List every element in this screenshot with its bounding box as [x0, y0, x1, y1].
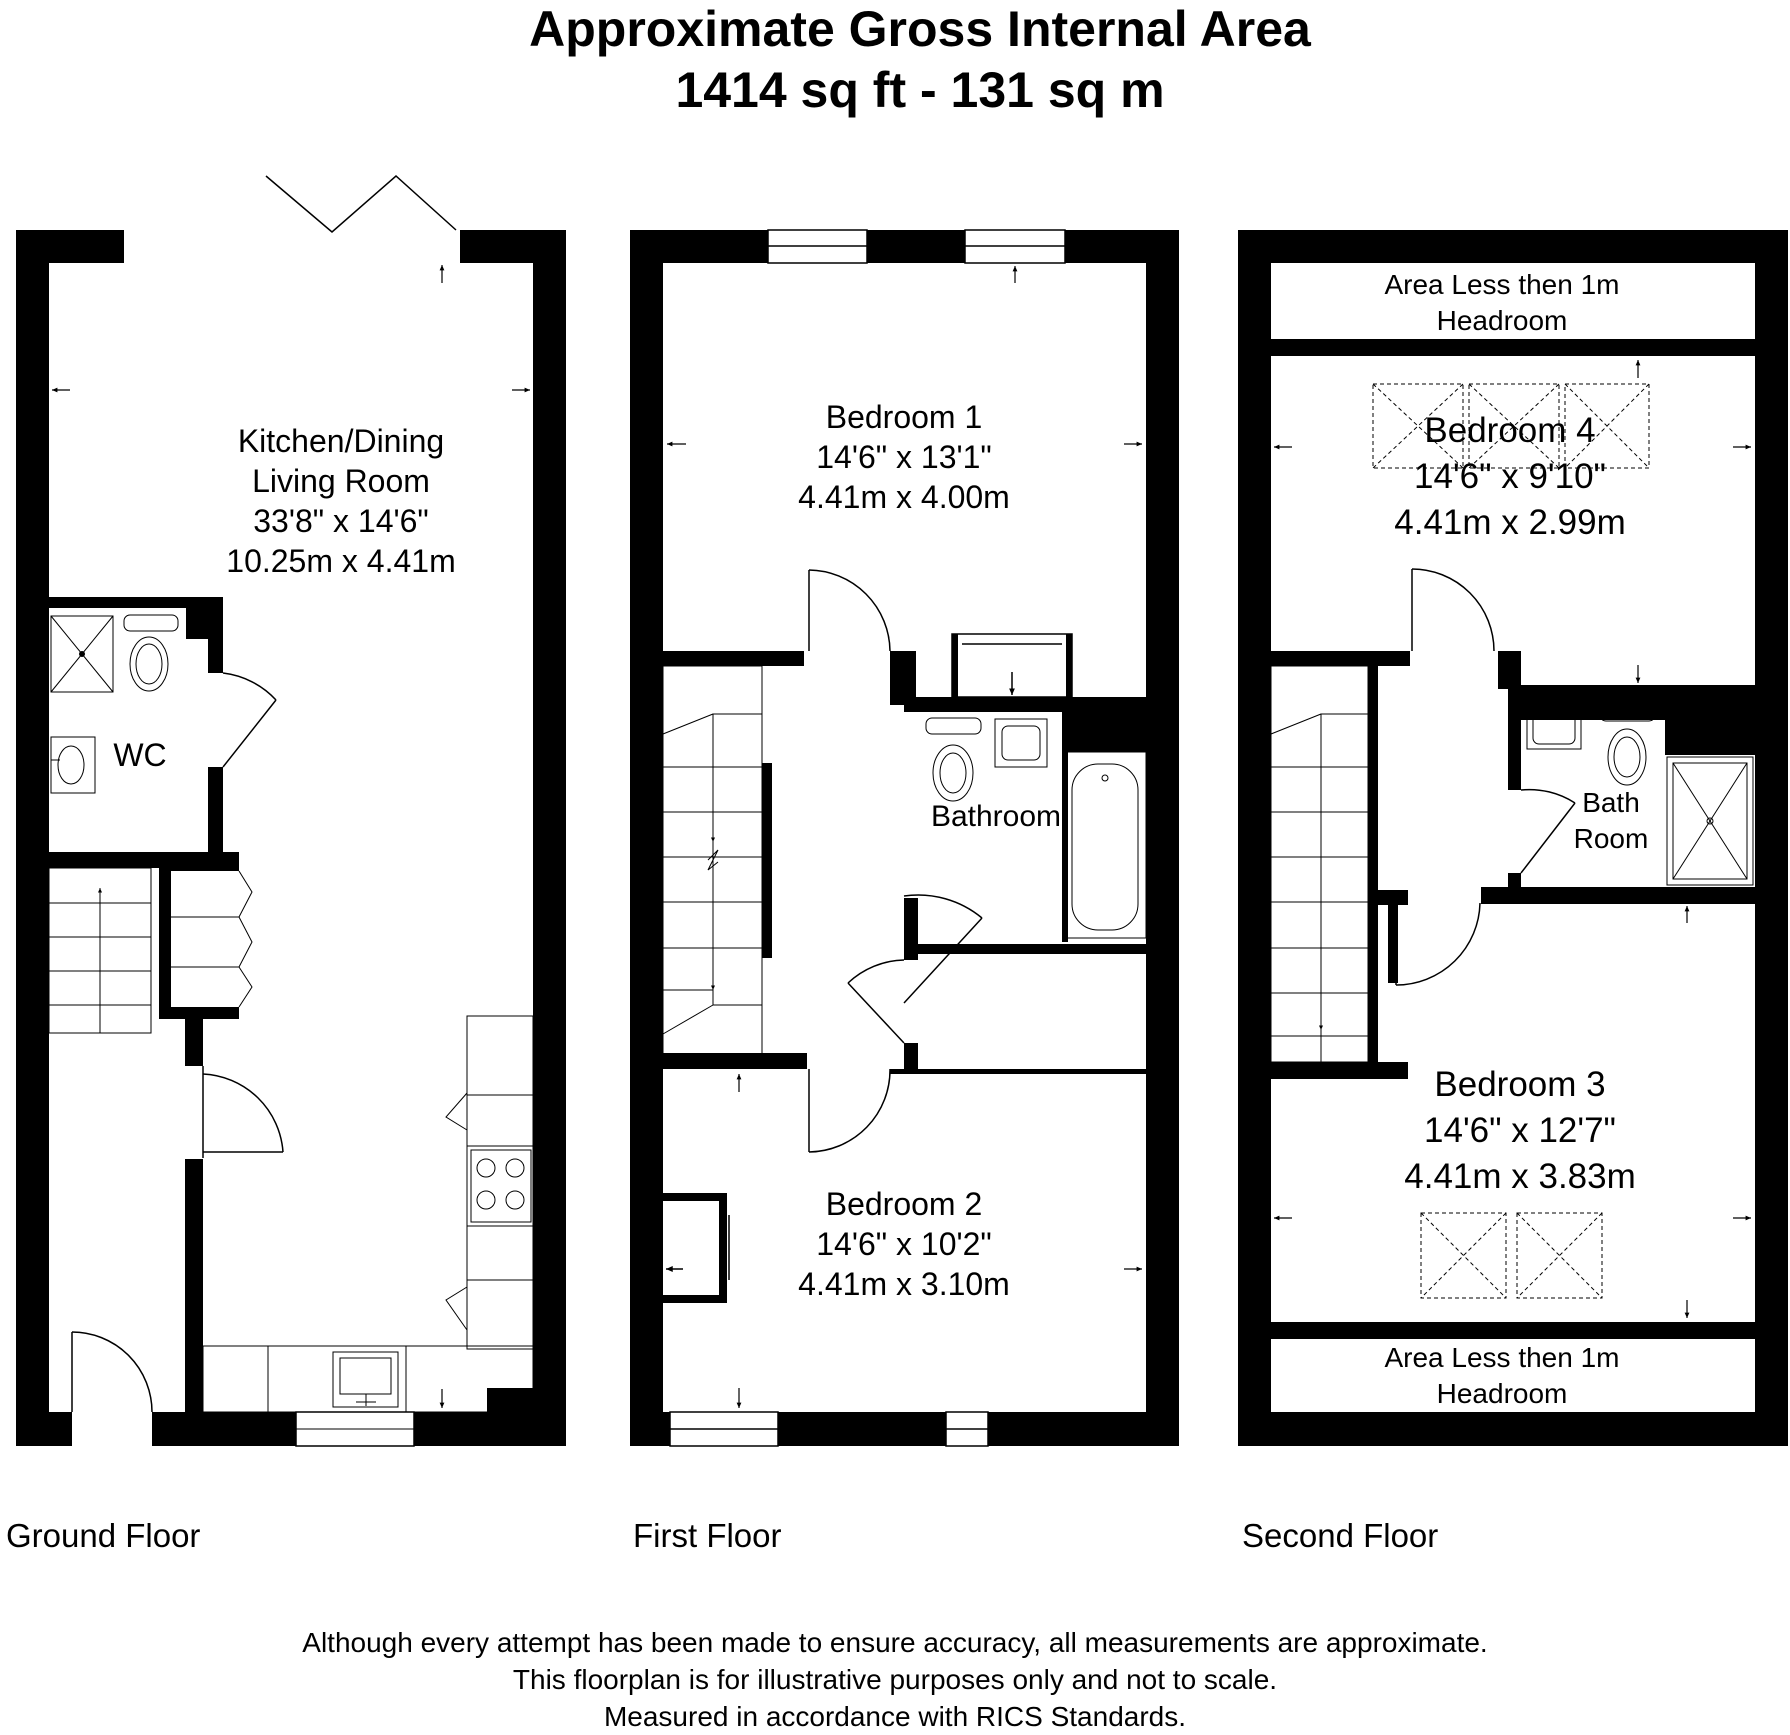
second-floor-plan: [1238, 230, 1788, 1446]
svg-text:4.41m x 2.99m: 4.41m x 2.99m: [1394, 503, 1626, 542]
area-less-1m-headroom-bottom-label: [1384, 1342, 1619, 1409]
first-floor-stairs: [663, 666, 762, 1054]
disclaimer-line-3: Measured in accordance with RICS Standards.: [603, 1701, 1187, 1732]
kitchen-dining-living-room-label: [226, 423, 455, 579]
ground-floor-label: Ground Floor: [6, 1517, 201, 1554]
wc-label: WC: [113, 737, 167, 773]
svg-text:14'6" x 9'10": 14'6" x 9'10": [1414, 457, 1606, 496]
kitchen-units: [203, 1016, 533, 1412]
bath-icon: [1064, 752, 1146, 938]
second-floor-label: Second Floor: [1242, 1517, 1439, 1554]
svg-text:Headroom: Headroom: [1436, 305, 1568, 336]
svg-text:4.41m x 3.10m: 4.41m x 3.10m: [798, 1266, 1010, 1302]
ground-floor-stairs: [49, 868, 151, 1033]
disclaimer-line-2: This floorplan is for illustrative purposes only and not to scale.: [512, 1664, 1278, 1695]
svg-text:4.41m x 4.00m: 4.41m x 4.00m: [798, 479, 1010, 515]
svg-text:Area Less then 1m: Area Less then 1m: [1384, 1342, 1620, 1373]
toilet-cistern-icon: [124, 615, 178, 631]
bathroom-label: Bathroom: [930, 800, 1062, 833]
svg-text:Headroom: Headroom: [1436, 1378, 1568, 1409]
gross-internal-area: 1414 sq ft - 131 sq m: [675, 62, 1165, 118]
first-floor-label: First Floor: [633, 1517, 782, 1554]
first-floor-plan: [630, 230, 1179, 1446]
ground-floor-doors: [72, 673, 283, 1412]
svg-text:Bath: Bath: [1582, 787, 1640, 818]
understairs-cupboard: [159, 868, 239, 1412]
area-less-1m-headroom-top-label: [1384, 269, 1619, 336]
plan-title: Approximate Gross Internal Area: [529, 1, 1311, 57]
bedroom-2-label: [798, 1186, 1010, 1302]
svg-text:14'6" x 10'2": 14'6" x 10'2": [816, 1226, 992, 1262]
svg-text:33'8" x 14'6": 33'8" x 14'6": [253, 503, 429, 539]
second-floor-stairs: [1271, 666, 1368, 1062]
second-floor-doors: [1396, 569, 1575, 985]
svg-text:Bedroom 1: Bedroom 1: [825, 399, 983, 435]
bedroom-1-label: [798, 399, 1010, 515]
bath-room-label: [1574, 787, 1649, 854]
svg-text:Bedroom 2: Bedroom 2: [825, 1186, 983, 1222]
svg-text:10.25m x 4.41m: 10.25m x 4.41m: [226, 543, 456, 579]
bedroom-3-label: [1404, 1065, 1636, 1196]
svg-text:14'6" x 12'7": 14'6" x 12'7": [1424, 1111, 1616, 1150]
bedroom-4-label: [1394, 411, 1626, 542]
svg-text:Area Less then 1m: Area Less then 1m: [1384, 269, 1620, 300]
cupboard-shelves: [171, 871, 252, 1007]
svg-text:4.41m x 3.83m: 4.41m x 3.83m: [1404, 1157, 1636, 1196]
svg-text:Room: Room: [1573, 823, 1649, 854]
bathroom-cupboard: [952, 634, 1072, 697]
ground-floor-plan: [16, 176, 566, 1446]
disclaimer-line-1: Although every attempt has been made to ensure accuracy, all measurements are approximate.: [302, 1627, 1488, 1658]
svg-text:Kitchen/Dining: Kitchen/Dining: [237, 423, 445, 459]
bifold-door-icon: [266, 176, 456, 232]
svg-text:Bedroom 3: Bedroom 3: [1434, 1065, 1606, 1104]
svg-text:Bedroom 4: Bedroom 4: [1424, 411, 1596, 450]
svg-text:Living Room: Living Room: [252, 463, 430, 499]
svg-text:14'6" x 13'1": 14'6" x 13'1": [816, 439, 992, 475]
ground-floor-outer-walls: [16, 230, 566, 1446]
toilet-cistern-icon: [926, 718, 981, 734]
